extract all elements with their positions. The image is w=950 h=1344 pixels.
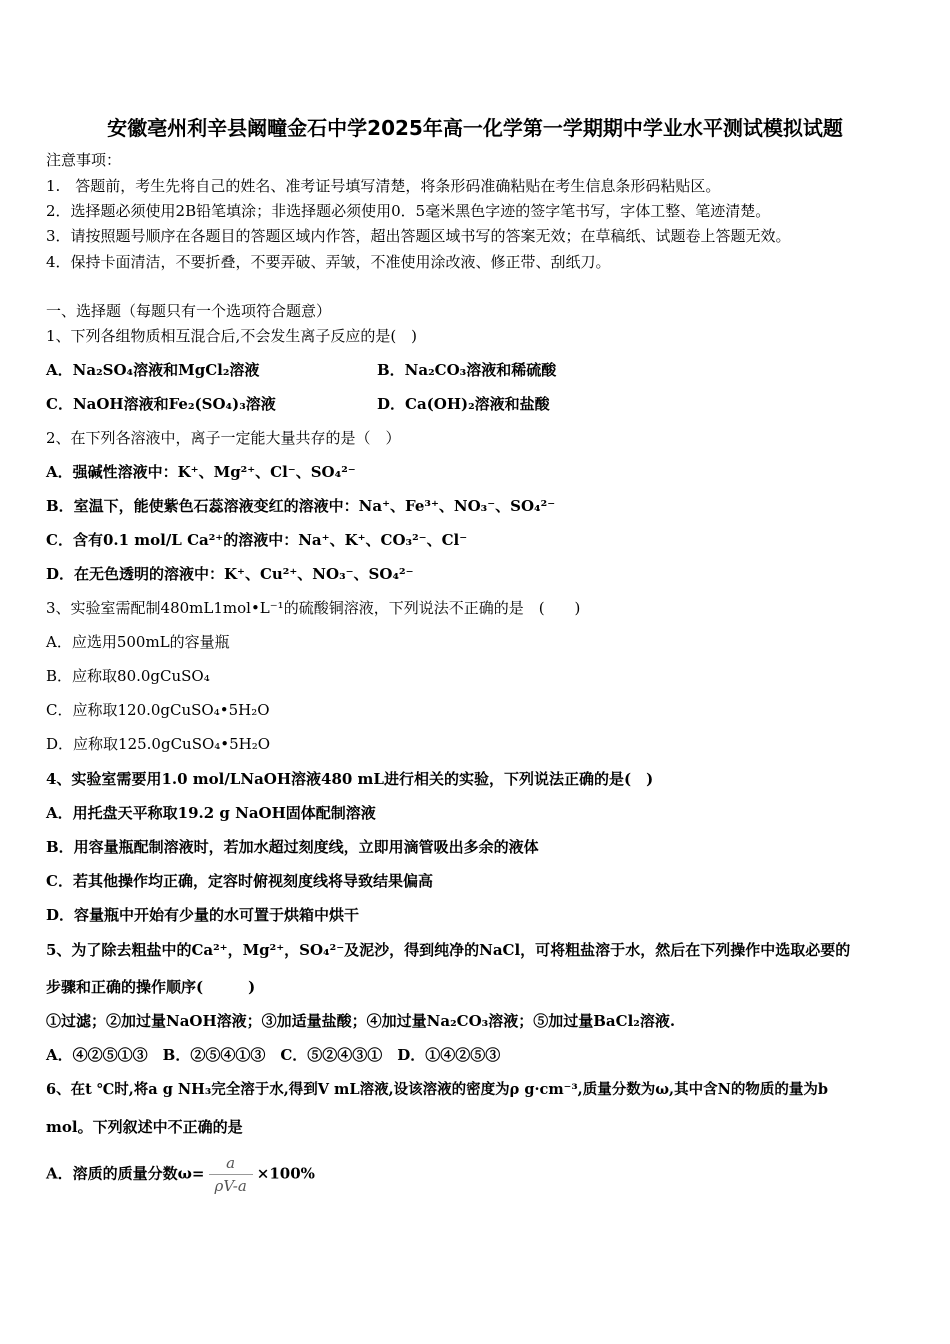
q4-option-b: B．用容量瓶配制溶液时，若加水超过刻度线，立即用滴管吸出多余的液体	[46, 838, 539, 856]
q3-option-b: B．应称取80.0gCuSO₄	[46, 667, 210, 685]
note-item: 1. 答题前，考生先将自己的姓名、准考证号填写清楚，将条形码准确粘贴在考生信息条形码粘贴区。	[46, 177, 721, 195]
question-1-stem: 1、下列各组物质相互混合后,不会发生离子反应的是( )	[46, 327, 418, 345]
q2-option-a: A．强碱性溶液中：K⁺、Mg²⁺、Cl⁻、SO₄²⁻	[46, 463, 356, 481]
q6-a-prefix: A．溶质的质量分数ω=	[46, 1164, 205, 1183]
q2-option-b: B．室温下，能使紫色石蕊溶液变红的溶液中：Na⁺、Fe³⁺、NO₃⁻、SO₄²⁻	[46, 497, 556, 515]
q4-option-c: C．若其他操作均正确，定容时俯视刻度线将导致结果偏高	[46, 872, 433, 890]
q4-option-a: A．用托盘天平称取19.2 g NaOH固体配制溶液	[46, 804, 376, 822]
q4-option-d: D．容量瓶中开始有少量的水可置于烘箱中烘干	[46, 906, 360, 924]
q1-option-d: D．Ca(OH)₂溶液和盐酸	[377, 395, 550, 413]
note-item: 4．保持卡面清洁，不要折叠，不要弄破、弄皱，不准使用涂改液、修正带、刮纸刀。	[46, 253, 611, 271]
question-5-stem-cont: 步骤和正确的操作顺序( )	[46, 978, 256, 996]
fraction-denominator: ρV-a	[214, 1177, 247, 1195]
note-item: 2．选择题必须使用2B铅笔填涂；非选择题必须使用0．5毫米黑色字迹的签字笔书写，字体工整、笔迹清楚。	[46, 202, 771, 220]
note-item: 3．请按照题号顺序在各题目的答题区域内作答，超出答题区域书写的答案无效；在草稿纸、试题卷上答题无效。	[46, 227, 791, 245]
question-2-stem: 2、在下列各溶液中，离子一定能大量共存的是（ ）	[46, 429, 401, 447]
q3-option-a: A．应选用500mL的容量瓶	[46, 633, 230, 651]
question-6-stem: 6、在t ℃时,将a g NH₃完全溶于水,得到V mL溶液,设该溶液的密度为ρ g·cm⁻³,质量分数为ω,其中含N的物质的量为b	[46, 1081, 828, 1098]
section-heading: 一、选择题（每题只有一个选项符合题意）	[46, 302, 332, 320]
question-6-stem-cont: mol。下列叙述中不正确的是	[46, 1118, 243, 1136]
question-4-stem: 4、实验室需要用1.0 mol/LNaOH溶液480 mL进行相关的实验，下列说法正确的是( )	[46, 770, 654, 788]
q1-option-c: C．NaOH溶液和Fe₂(SO₄)₃溶液	[46, 395, 276, 413]
q6-a-suffix: ×100%	[256, 1164, 315, 1183]
question-5-stem: 5、为了除去粗盐中的Ca²⁺，Mg²⁺，SO₄²⁻及泥沙，得到纯净的NaCl，可将粗盐溶于水，然后在下列操作中选取必要的	[46, 941, 851, 959]
q5-operations: ①过滤；②加过量NaOH溶液；③加适量盐酸；④加过量Na₂CO₃溶液；⑤加过量BaCl₂溶液.	[46, 1012, 676, 1030]
fraction	[209, 1152, 253, 1197]
fraction-numerator: a	[209, 1152, 253, 1175]
q5-choices: A．④②⑤①③ B．②⑤④①③ C．⑤②④③① D．①④②⑤③	[46, 1046, 501, 1064]
page-title: 安徽亳州利辛县阚疃金石中学2025年高一化学第一学期期中学业水平测试模拟试题	[107, 116, 843, 140]
q1-option-a: A．Na₂SO₄溶液和MgCl₂溶液	[46, 361, 260, 379]
q3-option-d: D．应称取125.0gCuSO₄•5H₂O	[46, 735, 271, 753]
q2-option-d: D．在无色透明的溶液中：K⁺、Cu²⁺、NO₃⁻、SO₄²⁻	[46, 565, 414, 583]
notes-heading: 注意事项：	[46, 151, 122, 169]
q1-option-b: B．Na₂CO₃溶液和稀硫酸	[377, 361, 557, 379]
question-3-stem: 3、实验室需配制480mL1mol•L⁻¹的硫酸铜溶液，下列说法不正确的是 ( )	[46, 599, 581, 617]
q6-option-a	[46, 1152, 315, 1197]
q2-option-c: C．含有0.1 mol/L Ca²⁺的溶液中：Na⁺、K⁺、CO₃²⁻、Cl⁻	[46, 531, 468, 549]
q3-option-c: C．应称取120.0gCuSO₄•5H₂O	[46, 701, 270, 719]
